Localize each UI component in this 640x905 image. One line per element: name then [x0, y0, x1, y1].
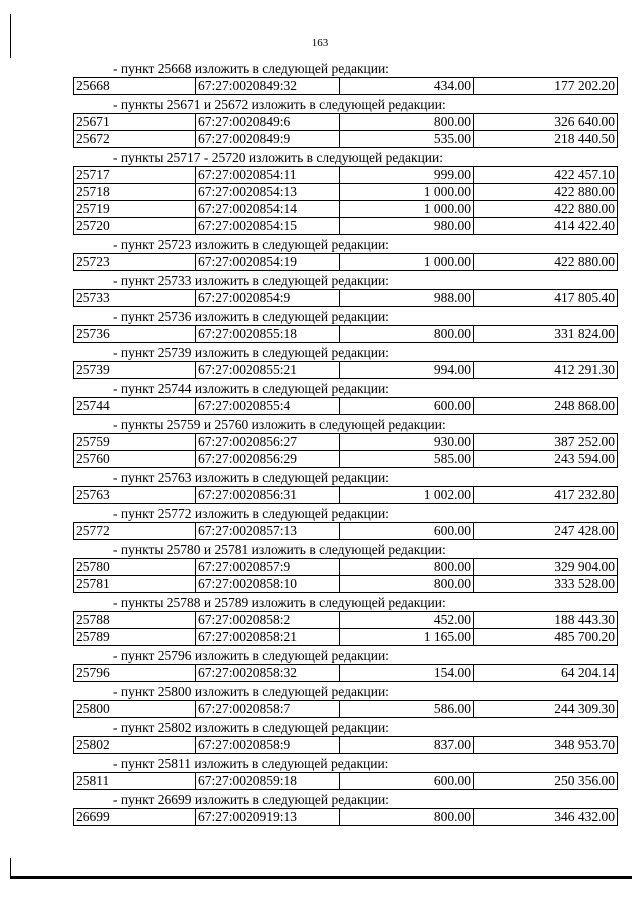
item-number-cell: 25733	[74, 290, 196, 307]
table-row	[74, 487, 618, 504]
amendment-table	[73, 700, 618, 718]
item-number-cell: 25781	[74, 576, 196, 593]
amendment-heading: - пункты 25788 и 25789 изложить в следующей редакции:	[113, 595, 446, 610]
item-number-cell: 25671	[74, 114, 196, 131]
cadastral-number-cell: 67:27:0020856:29	[196, 451, 340, 468]
amendment-table	[73, 361, 618, 379]
area-cell: 452.00	[340, 612, 474, 629]
amendment-table	[73, 77, 618, 95]
amendment-heading: - пункт 25763 изложить в следующей редакции:	[113, 470, 389, 485]
cadastral-number-cell: 67:27:0020858:2	[196, 612, 340, 629]
table-row	[74, 612, 618, 629]
value-cell: 422 880.00	[474, 201, 618, 218]
area-cell: 988.00	[340, 290, 474, 307]
table-row	[74, 629, 618, 646]
cadastral-number-cell: 67:27:0020849:6	[196, 114, 340, 131]
cadastral-number-cell: 67:27:0020855:18	[196, 326, 340, 343]
area-cell: 930.00	[340, 434, 474, 451]
cadastral-number-cell: 67:27:0020849:32	[196, 78, 340, 95]
amendment-heading: - пункт 25796 изложить в следующей редакции:	[113, 648, 389, 663]
area-cell: 980.00	[340, 218, 474, 235]
amendment-heading: - пункт 25723 изложить в следующей редакции:	[113, 237, 389, 252]
item-number-cell: 25723	[74, 254, 196, 271]
amendments-list	[73, 61, 617, 828]
amendment-heading: - пункты 25717 - 25720 изложить в следующей редакции:	[113, 150, 443, 165]
table-row	[74, 523, 618, 540]
table-row	[74, 362, 618, 379]
value-cell: 417 805.40	[474, 290, 618, 307]
amendment-heading: - пункт 25811 изложить в следующей редакции:	[113, 756, 389, 771]
cadastral-number-cell: 67:27:0020854:15	[196, 218, 340, 235]
amendment-table	[73, 486, 618, 504]
scan-margin-line	[10, 858, 11, 878]
area-cell: 154.00	[340, 665, 474, 682]
amendment-heading: - пункты 25759 и 25760 изложить в следующей редакции:	[113, 417, 446, 432]
cadastral-number-cell: 67:27:0020858:21	[196, 629, 340, 646]
cadastral-number-cell: 67:27:0020854:9	[196, 290, 340, 307]
area-cell: 800.00	[340, 809, 474, 826]
table-row	[74, 218, 618, 235]
area-cell: 600.00	[340, 773, 474, 790]
item-number-cell: 25759	[74, 434, 196, 451]
value-cell: 247 428.00	[474, 523, 618, 540]
cadastral-number-cell: 67:27:0020849:9	[196, 131, 340, 148]
area-cell: 837.00	[340, 737, 474, 754]
value-cell: 348 953.70	[474, 737, 618, 754]
cadastral-number-cell: 67:27:0020855:21	[196, 362, 340, 379]
value-cell: 333 528.00	[474, 576, 618, 593]
cadastral-number-cell: 67:27:0020854:14	[196, 201, 340, 218]
amendment-table	[73, 808, 618, 826]
cadastral-number-cell: 67:27:0020856:27	[196, 434, 340, 451]
item-number-cell: 25780	[74, 559, 196, 576]
amendment-table	[73, 772, 618, 790]
amendment-heading: - пункт 26699 изложить в следующей редакции:	[113, 792, 389, 807]
page-number: 163	[311, 37, 329, 49]
amendment-heading: - пункт 25733 изложить в следующей редакции:	[113, 273, 389, 288]
table-row	[74, 167, 618, 184]
item-number-cell: 25763	[74, 487, 196, 504]
amendment-table	[73, 522, 618, 540]
value-cell: 250 356.00	[474, 773, 618, 790]
item-number-cell: 25800	[74, 701, 196, 718]
area-cell: 535.00	[340, 131, 474, 148]
amendment-heading: - пункт 25800 изложить в следующей редакции:	[113, 684, 389, 699]
scan-margin-line	[10, 14, 11, 58]
value-cell: 188 443.30	[474, 612, 618, 629]
amendment-table	[73, 289, 618, 307]
item-number-cell: 25760	[74, 451, 196, 468]
cadastral-number-cell: 67:27:0020858:32	[196, 665, 340, 682]
table-row	[74, 559, 618, 576]
value-cell: 248 868.00	[474, 398, 618, 415]
item-number-cell: 25672	[74, 131, 196, 148]
cadastral-number-cell: 67:27:0020854:13	[196, 184, 340, 201]
table-row	[74, 290, 618, 307]
item-number-cell: 25739	[74, 362, 196, 379]
value-cell: 387 252.00	[474, 434, 618, 451]
area-cell: 1 165.00	[340, 629, 474, 646]
cadastral-number-cell: 67:27:0020858:10	[196, 576, 340, 593]
cadastral-number-cell: 67:27:0020854:19	[196, 254, 340, 271]
table-row	[74, 737, 618, 754]
amendment-table	[73, 113, 618, 148]
area-cell: 1 000.00	[340, 184, 474, 201]
amendment-heading: - пункты 25780 и 25781 изложить в следующей редакции:	[113, 542, 446, 557]
amendment-table	[73, 253, 618, 271]
table-row	[74, 434, 618, 451]
item-number-cell: 25720	[74, 218, 196, 235]
cadastral-number-cell: 67:27:0020855:4	[196, 398, 340, 415]
table-row	[74, 701, 618, 718]
item-number-cell: 25789	[74, 629, 196, 646]
value-cell: 422 880.00	[474, 184, 618, 201]
area-cell: 800.00	[340, 576, 474, 593]
table-row	[74, 254, 618, 271]
area-cell: 600.00	[340, 398, 474, 415]
area-cell: 600.00	[340, 523, 474, 540]
value-cell: 417 232.80	[474, 487, 618, 504]
value-cell: 64 204.14	[474, 665, 618, 682]
value-cell: 177 202.20	[474, 78, 618, 95]
table-row	[74, 114, 618, 131]
value-cell: 218 440.50	[474, 131, 618, 148]
table-row	[74, 326, 618, 343]
item-number-cell: 25811	[74, 773, 196, 790]
item-number-cell: 25744	[74, 398, 196, 415]
item-number-cell: 25668	[74, 78, 196, 95]
value-cell: 412 291.30	[474, 362, 618, 379]
area-cell: 434.00	[340, 78, 474, 95]
area-cell: 1 000.00	[340, 201, 474, 218]
table-row	[74, 131, 618, 148]
area-cell: 800.00	[340, 114, 474, 131]
cadastral-number-cell: 67:27:0020858:9	[196, 737, 340, 754]
cadastral-number-cell: 67:27:0020854:11	[196, 167, 340, 184]
area-cell: 800.00	[340, 326, 474, 343]
item-number-cell: 25802	[74, 737, 196, 754]
item-number-cell: 25796	[74, 665, 196, 682]
amendment-heading: - пункт 25736 изложить в следующей редакции:	[113, 309, 389, 324]
value-cell: 422 457.10	[474, 167, 618, 184]
area-cell: 1 000.00	[340, 254, 474, 271]
item-number-cell: 25788	[74, 612, 196, 629]
amendment-heading: - пункт 25668 изложить в следующей редакции:	[113, 61, 389, 76]
table-row	[74, 184, 618, 201]
value-cell: 329 904.00	[474, 559, 618, 576]
value-cell: 346 432.00	[474, 809, 618, 826]
cadastral-number-cell: 67:27:0020857:9	[196, 559, 340, 576]
value-cell: 485 700.20	[474, 629, 618, 646]
amendment-table	[73, 558, 618, 593]
table-row	[74, 201, 618, 218]
amendment-heading: - пункты 25671 и 25672 изложить в следующей редакции:	[113, 97, 446, 112]
table-row	[74, 773, 618, 790]
amendment-table	[73, 397, 618, 415]
item-number-cell: 25772	[74, 523, 196, 540]
area-cell: 999.00	[340, 167, 474, 184]
amendment-table	[73, 736, 618, 754]
value-cell: 243 594.00	[474, 451, 618, 468]
amendment-heading: - пункт 25744 изложить в следующей редакции:	[113, 381, 389, 396]
table-row	[74, 451, 618, 468]
value-cell: 331 824.00	[474, 326, 618, 343]
table-row	[74, 576, 618, 593]
item-number-cell: 25718	[74, 184, 196, 201]
item-number-cell: 25719	[74, 201, 196, 218]
amendment-table	[73, 611, 618, 646]
amendment-heading: - пункт 25802 изложить в следующей редакции:	[113, 720, 389, 735]
value-cell: 414 422.40	[474, 218, 618, 235]
table-row	[74, 78, 618, 95]
area-cell: 586.00	[340, 701, 474, 718]
amendment-heading: - пункт 25739 изложить в следующей редакции:	[113, 345, 389, 360]
amendment-table	[73, 325, 618, 343]
value-cell: 422 880.00	[474, 254, 618, 271]
cadastral-number-cell: 67:27:0020919:13	[196, 809, 340, 826]
page-bottom-rule	[10, 876, 632, 879]
area-cell: 800.00	[340, 559, 474, 576]
area-cell: 1 002.00	[340, 487, 474, 504]
table-row	[74, 665, 618, 682]
amendment-table	[73, 664, 618, 682]
area-cell: 585.00	[340, 451, 474, 468]
item-number-cell: 25717	[74, 167, 196, 184]
table-row	[74, 398, 618, 415]
amendment-heading: - пункт 25772 изложить в следующей редакции:	[113, 506, 389, 521]
table-row	[74, 809, 618, 826]
amendment-table	[73, 166, 618, 235]
value-cell: 244 309.30	[474, 701, 618, 718]
item-number-cell: 26699	[74, 809, 196, 826]
cadastral-number-cell: 67:27:0020858:7	[196, 701, 340, 718]
cadastral-number-cell: 67:27:0020857:13	[196, 523, 340, 540]
value-cell: 326 640.00	[474, 114, 618, 131]
item-number-cell: 25736	[74, 326, 196, 343]
amendment-table	[73, 433, 618, 468]
cadastral-number-cell: 67:27:0020856:31	[196, 487, 340, 504]
cadastral-number-cell: 67:27:0020859:18	[196, 773, 340, 790]
area-cell: 994.00	[340, 362, 474, 379]
